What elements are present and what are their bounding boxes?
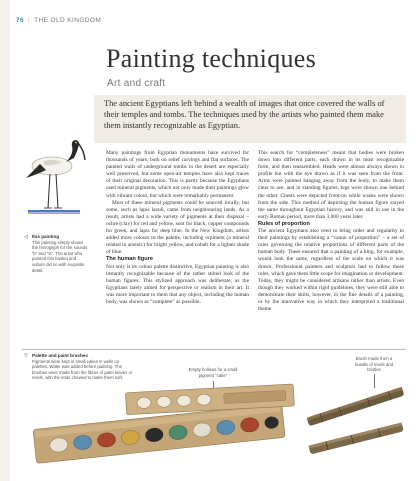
brush-icon xyxy=(300,378,412,472)
caption-arrow-icon: ▽ xyxy=(24,354,28,359)
running-header xyxy=(16,14,101,26)
palette-caption-body: Pigments were kept in small cakes in wells on palettes. Water was added before painting. The brushes were made from the fibres of palm leaves or reeds, with the ends chewed to make them soft. xyxy=(32,358,133,381)
ibis-caption-body: This painting simply shows the hieroglyph for the sounds “b” and “st”. The artist who painted this basket and vulture did so with exquisite detail. xyxy=(32,239,88,273)
section-divider xyxy=(22,349,406,350)
column2-paragraph-1: This search for “completeness” meant that bodies were broken down into different parts, each drawn in its most recognizable form, and then reassembled. Heads were almost always shown in profile but with the eye drawn as if it was seen from the front. Arms were painted hanging away from the body, to make them clear to see, and in standing figures, legs were shown one behind the other. Chests were depicted front-on while waists were shown from the side. This method of depicting the human figure stayed the same throughout Egyptian history, and was still in use in the early Roman period, more than 3,000 years later. xyxy=(258,150,404,220)
caption-arrow-icon: ◁ xyxy=(24,235,28,240)
column2-paragraph-2: The ancient Egyptians also tried to bring order and regularity to their paintings by establishing a “canon of proportion” – a set of rules governing the relative proportions of different parts of the human body. These ensured that a painting of a king, for example, would look the same, regardless of the scale on which it was drawn. Professional painters and sculptors had to follow these rules, which gave them little scope for imagination or development. Today, they might be considered artisans rather than artists. Even though they worked within rigid guidelines, they were still able to demonstrate their skills, however, in the fine details of a painting, or by the innovative way in which they interpreted a traditional theme. xyxy=(258,228,404,313)
brush-caption: Brush made from a bundle of reeds and bristles xyxy=(355,356,393,373)
intro-text: The ancient Egyptians left behind a wealth of images that once covered the walls of their temples and tombs. The techniques used by the artists who painted them make them instantly recognizable as Egyptian. xyxy=(104,99,385,130)
proportion-heading: Rules of proportion xyxy=(258,220,310,227)
intro-box xyxy=(94,95,406,143)
text-column-1 xyxy=(106,150,249,306)
page-margin-strip xyxy=(0,0,10,481)
palette-caption xyxy=(32,353,136,381)
header-separator: | xyxy=(28,16,31,24)
page-subtitle: Art and craft xyxy=(107,78,166,89)
text-column-2 xyxy=(258,150,404,313)
palette-caption-head: Palette and paint brushes xyxy=(32,353,88,358)
column1-paragraph-3: Not only is its colour palette distinctive, Egyptian painting is also instantly recognizable because of the rather stilted look of the human figures. This stylized approach was deliberate, as the Egyptians rarely aimed for perspective or realism in their art. It was more important to them that any object, including the human body, was shown as “complete” as possible. xyxy=(106,263,249,305)
column1-paragraph-2: Most of these mineral pigments could be sourced locally, but some, such as lapis lazuli, came from neighbouring lands. As a result, artists had a wide variety of pigments at their disposal – ochre (clay) for red and yellow, soot for black, copper compounds for green, and lapis for deep blue. In the New Kingdom, artists added more colours to the palette, including orpiment (a mineral related to arsenic) for bright yellow, and cobalt for a lighter shade of blue. xyxy=(106,199,249,256)
section-title: THE OLD KINGDOM xyxy=(34,16,102,24)
ibis-icon xyxy=(22,128,86,228)
column1-paragraph-1: Many paintings from Egyptian monuments have survived for thousands of years, both on relief carvings and flat surfaces. The painted walls of underground tombs in the desert are especially well preserved, but some open-air temples have also kept traces of their original decoration. This is partly because the Egyptians used mineral pigments, which not only made their paintings glow with vibrant colour, but which were remarkably permanent. xyxy=(106,150,249,199)
human-figure-heading: The human figure xyxy=(106,256,153,263)
hollows-caption: Empty hollows for a small pigment “cake” xyxy=(188,367,238,378)
page-title: Painting techniques xyxy=(106,44,317,73)
ibis-caption xyxy=(32,234,90,273)
page-number: 76 xyxy=(16,16,25,24)
ibis-caption-head: Ibis painting xyxy=(32,234,60,239)
palette-icon xyxy=(28,382,298,464)
